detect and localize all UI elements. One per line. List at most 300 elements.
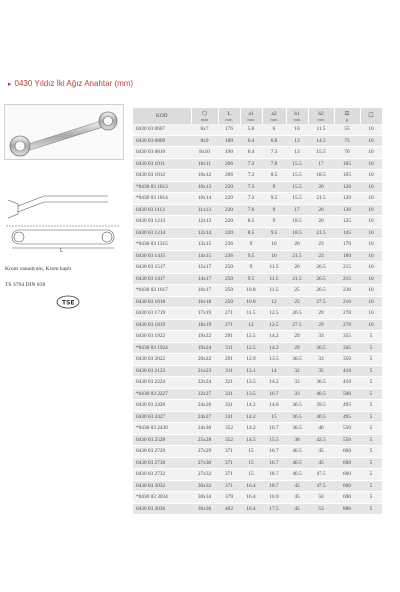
table-row bbox=[133, 503, 382, 515]
table-row bbox=[133, 296, 382, 308]
table-cell: 7.3 bbox=[240, 193, 262, 205]
table-cell: 17.5 bbox=[262, 503, 286, 515]
table-row bbox=[133, 135, 382, 147]
table-cell-kod: 0430 03 2427 bbox=[133, 411, 191, 423]
table-cell: 14.6 bbox=[262, 400, 286, 412]
table-cell: 5 bbox=[360, 411, 382, 423]
table-cell: 45 bbox=[308, 446, 334, 458]
table-cell: 9.5 bbox=[240, 273, 262, 285]
table-cell: 550 bbox=[334, 434, 360, 446]
table-cell: 29 bbox=[308, 308, 334, 320]
table-cell: 16.4 bbox=[240, 503, 262, 515]
table-cell: 402 bbox=[218, 503, 240, 515]
table-cell: 13x15 bbox=[191, 239, 218, 251]
table-cell: 495 bbox=[334, 400, 360, 412]
table-cell: 236 bbox=[218, 250, 240, 262]
table-row bbox=[133, 411, 382, 423]
table-header-row bbox=[133, 108, 382, 124]
table-cell: 311 bbox=[218, 342, 240, 354]
table-cell: 15.5 bbox=[308, 147, 334, 159]
table-cell-kod: 0430 03 0809 bbox=[133, 135, 191, 147]
table-cell-kod: 0430 03 0607 bbox=[133, 124, 191, 135]
table-cell: 176 bbox=[218, 124, 240, 135]
table-cell: 5 bbox=[360, 365, 382, 377]
table-cell: 10x14 bbox=[191, 193, 218, 205]
table-cell: 45 bbox=[286, 492, 308, 504]
hex-nut-icon: ⬡ bbox=[201, 110, 208, 117]
table-cell: 13.5 bbox=[262, 354, 286, 366]
table-cell: 33 bbox=[308, 331, 334, 343]
table-cell: 10 bbox=[360, 181, 382, 193]
table-cell: 21.5 bbox=[308, 193, 334, 205]
table-cell: 70 bbox=[334, 147, 360, 159]
table-cell: 40.5 bbox=[286, 457, 308, 469]
box-package-icon: ☐ bbox=[368, 113, 374, 119]
table-cell: 30x34 bbox=[191, 492, 218, 504]
table-row bbox=[133, 342, 382, 354]
table-cell-kod: 0430 03 1214 bbox=[133, 227, 191, 239]
table-cell-kod: 0430 03 2224 bbox=[133, 377, 191, 389]
table-cell: 26.5 bbox=[308, 273, 334, 285]
table-cell: 660 bbox=[334, 446, 360, 458]
table-cell: 371 bbox=[218, 446, 240, 458]
table-cell: 660 bbox=[334, 457, 360, 469]
table-cell: 9.5 bbox=[262, 227, 286, 239]
table-cell: 24x27 bbox=[191, 411, 218, 423]
table-cell: 19x22 bbox=[191, 331, 218, 343]
table-cell: 271 bbox=[218, 319, 240, 331]
table-cell: 33 bbox=[308, 354, 334, 366]
scale-weight-icon: ⚖ bbox=[344, 110, 350, 117]
table-cell: 25 bbox=[286, 285, 308, 297]
table-cell: 20 bbox=[308, 216, 334, 228]
table-cell: 500 bbox=[334, 388, 360, 400]
table-cell: 10 bbox=[286, 124, 308, 135]
table-cell: 5 bbox=[360, 342, 382, 354]
table-cell: 36.5 bbox=[286, 423, 308, 435]
table-cell: 12.5 bbox=[262, 308, 286, 320]
table-cell: 20 bbox=[286, 262, 308, 274]
page-title bbox=[8, 79, 133, 88]
header-a1: a1 mm bbox=[240, 108, 262, 124]
table-cell: 39.5 bbox=[308, 400, 334, 412]
table-cell-kod: *0430 03 1924 bbox=[133, 342, 191, 354]
header-pack bbox=[360, 108, 382, 124]
table-cell: 13.1 bbox=[240, 365, 262, 377]
table-cell: 6.4 bbox=[240, 135, 262, 147]
table-row bbox=[133, 400, 382, 412]
table-cell: 23 bbox=[308, 239, 334, 251]
table-cell-kod: 0430 03 2022 bbox=[133, 354, 191, 366]
table-cell: 10 bbox=[360, 147, 382, 159]
table-cell: 21.5 bbox=[286, 250, 308, 262]
table-row bbox=[133, 170, 382, 182]
table-cell: 40.5 bbox=[308, 411, 334, 423]
table-cell: 45 bbox=[308, 457, 334, 469]
table-cell: 16.7 bbox=[262, 423, 286, 435]
table-cell: 35 bbox=[308, 365, 334, 377]
table-cell: 11.5 bbox=[262, 262, 286, 274]
table-cell: 53 bbox=[308, 503, 334, 515]
header-kod: KOD bbox=[133, 108, 191, 124]
table-cell: 5.6 bbox=[240, 124, 262, 135]
table-cell: 40 bbox=[308, 423, 334, 435]
table-cell: 16.7 bbox=[262, 446, 286, 458]
table-cell: 11x13 bbox=[191, 204, 218, 216]
table-cell: 14x17 bbox=[191, 273, 218, 285]
table-cell: 40.5 bbox=[286, 446, 308, 458]
table-cell: 9.5 bbox=[240, 250, 262, 262]
table-cell: 10 bbox=[360, 273, 382, 285]
table-cell: 220 bbox=[218, 227, 240, 239]
table-cell-kod: 0430 03 3032 bbox=[133, 480, 191, 492]
table-cell: 10.8 bbox=[240, 296, 262, 308]
table-cell: 18.5 bbox=[286, 227, 308, 239]
table-cell: 180 bbox=[334, 250, 360, 262]
table-cell: 250 bbox=[218, 273, 240, 285]
table-cell: 23 bbox=[308, 250, 334, 262]
table-cell: 10 bbox=[262, 250, 286, 262]
table-cell: 50 bbox=[308, 492, 334, 504]
table-cell: 19x24 bbox=[191, 342, 218, 354]
table-cell: 8x10 bbox=[191, 147, 218, 159]
table-cell: 8.5 bbox=[240, 227, 262, 239]
table-cell: 5 bbox=[360, 446, 382, 458]
table-row bbox=[133, 469, 382, 481]
table-cell: 5 bbox=[360, 423, 382, 435]
table-cell: 291 bbox=[218, 354, 240, 366]
table-cell-kod: *0430 03 1014 bbox=[133, 193, 191, 205]
table-row bbox=[133, 331, 382, 343]
table-cell: 75 bbox=[334, 135, 360, 147]
table-cell: 8.5 bbox=[262, 170, 286, 182]
table-cell: 27x32 bbox=[191, 469, 218, 481]
table-cell: 270 bbox=[334, 308, 360, 320]
table-row bbox=[133, 204, 382, 216]
table-cell: 15.5 bbox=[286, 158, 308, 170]
table-cell: 16x18 bbox=[191, 296, 218, 308]
table-cell: 15.5 bbox=[286, 170, 308, 182]
table-cell: 9 bbox=[262, 216, 286, 228]
table-row bbox=[133, 480, 382, 492]
table-cell: 20 bbox=[308, 204, 334, 216]
table-cell: 371 bbox=[218, 457, 240, 469]
table-cell: 12.9 bbox=[240, 354, 262, 366]
table-row bbox=[133, 434, 382, 446]
table-cell: 40.5 bbox=[308, 388, 334, 400]
table-cell-kod: 0430 03 2729 bbox=[133, 446, 191, 458]
table-cell: 10 bbox=[360, 296, 382, 308]
table-cell-kod: 0430 03 1113 bbox=[133, 204, 191, 216]
table-cell-kod: 0430 03 2730 bbox=[133, 457, 191, 469]
table-cell-kod: 0430 03 1922 bbox=[133, 331, 191, 343]
table-cell: 230 bbox=[334, 285, 360, 297]
table-cell-kod: *0430 03 2227 bbox=[133, 388, 191, 400]
table-cell: 7.3 bbox=[240, 158, 262, 170]
table-cell: 145 bbox=[334, 227, 360, 239]
table-cell: 10 bbox=[360, 170, 382, 182]
table-cell: 33 bbox=[286, 388, 308, 400]
table-cell: 42.5 bbox=[308, 434, 334, 446]
header-b1: b1 mm bbox=[286, 108, 308, 124]
table-cell: 7.3 bbox=[240, 181, 262, 193]
table-cell: 6 bbox=[262, 124, 286, 135]
table-row bbox=[133, 423, 382, 435]
table-cell-kod: 0430 03 3036 bbox=[133, 503, 191, 515]
table-cell: 9 bbox=[240, 262, 262, 274]
table-cell: 10 bbox=[360, 216, 382, 228]
table-cell: 14.2 bbox=[240, 400, 262, 412]
table-row bbox=[133, 377, 382, 389]
table-cell: 331 bbox=[218, 388, 240, 400]
table-cell: 10 bbox=[262, 239, 286, 251]
table-cell: 6.4 bbox=[240, 147, 262, 159]
table-cell: 210 bbox=[334, 296, 360, 308]
table-cell: 30x32 bbox=[191, 480, 218, 492]
table-cell: 8x9 bbox=[191, 135, 218, 147]
table-cell: 10 bbox=[360, 250, 382, 262]
table-cell: 27.5 bbox=[308, 296, 334, 308]
table-cell: 22x27 bbox=[191, 388, 218, 400]
table-cell: 45 bbox=[286, 480, 308, 492]
table-cell: 14.5 bbox=[308, 135, 334, 147]
table-cell: 21.5 bbox=[308, 227, 334, 239]
table-cell-kod: *0430 03 1013 bbox=[133, 181, 191, 193]
standard-note: TS 3794 DIN 838 bbox=[5, 282, 46, 288]
table-cell: 7.6 bbox=[240, 204, 262, 216]
table-cell: 5 bbox=[360, 388, 382, 400]
table-cell: 26.5 bbox=[308, 262, 334, 274]
table-cell: 660 bbox=[334, 480, 360, 492]
table-cell: 21x23 bbox=[191, 365, 218, 377]
table-cell: 14 bbox=[262, 365, 286, 377]
table-cell: 125 bbox=[334, 216, 360, 228]
table-cell: 18.5 bbox=[286, 216, 308, 228]
table-cell: 5 bbox=[360, 480, 382, 492]
table-cell: 206 bbox=[218, 170, 240, 182]
table-cell: 18.7 bbox=[262, 469, 286, 481]
header-b2: b2 mm bbox=[308, 108, 334, 124]
table-cell: 15 bbox=[262, 411, 286, 423]
table-cell-kod: 0430 03 1011 bbox=[133, 158, 191, 170]
table-cell: 220 bbox=[218, 204, 240, 216]
header-size: ⬡ mm bbox=[191, 108, 218, 124]
table-cell: 410 bbox=[334, 365, 360, 377]
table-cell: 13 bbox=[286, 135, 308, 147]
table-cell: 36.5 bbox=[308, 342, 334, 354]
table-cell: 16x17 bbox=[191, 285, 218, 297]
table-cell: 13 bbox=[286, 147, 308, 159]
table-cell: 16.7 bbox=[262, 388, 286, 400]
table-cell-kod: 0430 03 0810 bbox=[133, 147, 191, 159]
table-cell: 18.5 bbox=[308, 170, 334, 182]
table-cell-kod: 0430 03 2426 bbox=[133, 400, 191, 412]
table-cell: 29 bbox=[308, 319, 334, 331]
table-cell: 5 bbox=[360, 492, 382, 504]
table-cell: 120 bbox=[334, 193, 360, 205]
table-row bbox=[133, 319, 382, 331]
table-cell: 190 bbox=[218, 147, 240, 159]
table-cell-kod: 0430 03 2528 bbox=[133, 434, 191, 446]
header-a2: a2 mm bbox=[262, 108, 286, 124]
table-cell: 410 bbox=[334, 377, 360, 389]
table-cell: 22x24 bbox=[191, 377, 218, 389]
table-cell: 16.9 bbox=[262, 492, 286, 504]
table-cell: 220 bbox=[218, 216, 240, 228]
svg-text:TSE: TSE bbox=[62, 299, 75, 307]
table-cell-kod: *0430 03 1617 bbox=[133, 285, 191, 297]
table-cell: 12 bbox=[240, 319, 262, 331]
table-cell: 105 bbox=[334, 158, 360, 170]
table-cell: 24x30 bbox=[191, 423, 218, 435]
table-cell-kod: 0430 03 2123 bbox=[133, 365, 191, 377]
table-cell: 130 bbox=[334, 204, 360, 216]
table-cell: 7.8 bbox=[262, 158, 286, 170]
table-cell: 271 bbox=[218, 308, 240, 320]
table-cell: 25 bbox=[286, 296, 308, 308]
table-cell: 12x13 bbox=[191, 216, 218, 228]
table-cell: 311 bbox=[218, 365, 240, 377]
table-cell: 5 bbox=[360, 377, 382, 389]
table-cell: 5 bbox=[360, 469, 382, 481]
table-cell: 215 bbox=[334, 262, 360, 274]
header-length: L mm bbox=[218, 108, 240, 124]
table-cell: 10 bbox=[360, 319, 382, 331]
table-cell: 10 bbox=[360, 308, 382, 320]
table-cell: 18.7 bbox=[262, 480, 286, 492]
table-cell-kod: *0430 03 1315 bbox=[133, 239, 191, 251]
table-cell: 27x29 bbox=[191, 446, 218, 458]
table-cell: 379 bbox=[218, 492, 240, 504]
table-cell: 10.8 bbox=[240, 285, 262, 297]
table-cell: 14.5 bbox=[240, 434, 262, 446]
table-cell: 15.5 bbox=[286, 193, 308, 205]
table-cell: 10 bbox=[360, 262, 382, 274]
table-cell: 11.5 bbox=[262, 273, 286, 285]
table-cell-kod: 0430 03 1719 bbox=[133, 308, 191, 320]
table-cell: 6x7 bbox=[191, 124, 218, 135]
table-cell: 33 bbox=[286, 377, 308, 389]
table-row bbox=[133, 354, 382, 366]
table-row bbox=[133, 492, 382, 504]
table-row bbox=[133, 457, 382, 469]
table-cell: 30.5 bbox=[286, 354, 308, 366]
table-cell: 5 bbox=[360, 434, 382, 446]
table-cell: 345 bbox=[334, 342, 360, 354]
table-cell: 24x26 bbox=[191, 400, 218, 412]
table-row bbox=[133, 239, 382, 251]
material-note: Krom vanadyum, Krom kaplı bbox=[5, 266, 72, 272]
table-cell: 15x17 bbox=[191, 262, 218, 274]
table-cell: 18x19 bbox=[191, 319, 218, 331]
table-cell: 10 bbox=[360, 124, 382, 135]
table-cell-kod: *0430 03 2430 bbox=[133, 423, 191, 435]
table-row bbox=[133, 365, 382, 377]
table-cell: 16.4 bbox=[240, 492, 262, 504]
table-cell: 321 bbox=[218, 377, 240, 389]
table-cell: 6.8 bbox=[262, 135, 286, 147]
table-cell-kod: 0430 03 1012 bbox=[133, 170, 191, 182]
table-cell: 38 bbox=[286, 434, 308, 446]
table-row bbox=[133, 388, 382, 400]
table-cell: 220 bbox=[218, 193, 240, 205]
table-cell: 291 bbox=[218, 331, 240, 343]
table-cell: 371 bbox=[218, 469, 240, 481]
table-row bbox=[133, 158, 382, 170]
table-cell: 20x22 bbox=[191, 354, 218, 366]
table-cell: 14.2 bbox=[262, 377, 286, 389]
table-cell: 15.5 bbox=[262, 434, 286, 446]
drawing-label-l: L bbox=[60, 248, 63, 252]
table-cell: 9.5 bbox=[262, 193, 286, 205]
table-cell: 5 bbox=[360, 354, 382, 366]
table-cell: 47.5 bbox=[308, 469, 334, 481]
table-cell: 20 bbox=[308, 181, 334, 193]
table-cell: 55 bbox=[334, 124, 360, 135]
table-row bbox=[133, 193, 382, 205]
table-cell: 25x28 bbox=[191, 434, 218, 446]
table-cell: 120 bbox=[334, 181, 360, 193]
table-cell: 5 bbox=[360, 331, 382, 343]
table-cell: 352 bbox=[218, 423, 240, 435]
table-cell: 206 bbox=[218, 158, 240, 170]
table-cell: 11.5 bbox=[308, 124, 334, 135]
table-cell: 15.5 bbox=[286, 181, 308, 193]
table-cell: 10 bbox=[360, 285, 382, 297]
table-cell: 331 bbox=[218, 400, 240, 412]
table-cell: 250 bbox=[218, 296, 240, 308]
table-cell: 10x13 bbox=[191, 181, 218, 193]
table-cell: 17 bbox=[308, 158, 334, 170]
table-cell: 10 bbox=[360, 193, 382, 205]
table-cell: 236 bbox=[218, 239, 240, 251]
table-cell: 12x14 bbox=[191, 227, 218, 239]
bullet-arrow-icon: ▸ bbox=[8, 81, 12, 88]
table-cell: 12 bbox=[262, 296, 286, 308]
table-cell: 10 bbox=[360, 135, 382, 147]
header-weight: ⚖ g bbox=[334, 108, 360, 124]
table-row bbox=[133, 124, 382, 135]
table-cell: 36.5 bbox=[286, 400, 308, 412]
table-cell: 17x19 bbox=[191, 308, 218, 320]
table-cell: 13.5 bbox=[240, 377, 262, 389]
table-cell: 9 bbox=[262, 181, 286, 193]
table-cell: 16.4 bbox=[240, 480, 262, 492]
table-cell: 14x15 bbox=[191, 250, 218, 262]
table-cell: 15 bbox=[240, 446, 262, 458]
table-cell: 9 bbox=[240, 239, 262, 251]
table-cell: 15 bbox=[240, 457, 262, 469]
table-cell: 14.2 bbox=[262, 342, 286, 354]
table-cell: 352 bbox=[218, 434, 240, 446]
table-cell: 32 bbox=[286, 365, 308, 377]
table-cell: 21.5 bbox=[286, 273, 308, 285]
table-cell-kod: 0430 03 1819 bbox=[133, 319, 191, 331]
product-photo bbox=[4, 104, 124, 160]
table-cell: 350 bbox=[334, 354, 360, 366]
table-cell: 20 bbox=[286, 239, 308, 251]
page-title-text: 0430 Yıldız İki Ağız Anahtar (mm) bbox=[14, 79, 134, 88]
table-cell: 27.5 bbox=[286, 319, 308, 331]
table-row bbox=[133, 308, 382, 320]
table-cell: 495 bbox=[334, 411, 360, 423]
table-cell: 180 bbox=[218, 135, 240, 147]
table-cell-kod: 0430 03 1213 bbox=[133, 216, 191, 228]
table-row bbox=[133, 216, 382, 228]
table-cell: 250 bbox=[218, 262, 240, 274]
table-cell: 11.5 bbox=[240, 308, 262, 320]
table-cell: 7.3 bbox=[240, 170, 262, 182]
